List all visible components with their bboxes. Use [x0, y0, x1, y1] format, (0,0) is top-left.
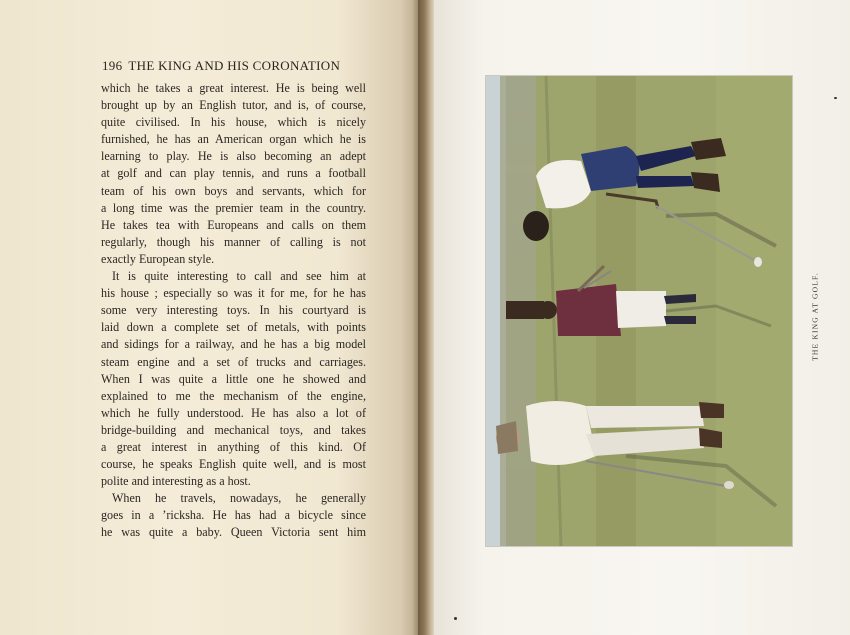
caddie-head: [539, 301, 557, 319]
caddie-white-shorts: [616, 291, 666, 328]
king-shoe: [691, 138, 726, 160]
text-line: he was quite a baby. Queen Victoria sent him: [101, 525, 366, 540]
text-line: When I was quite a little one he showed and: [101, 371, 366, 386]
text-line: explained to me the mechanism of the engine,: [101, 388, 366, 403]
text-line: at golf and can play tennis, and runs a football: [101, 166, 366, 181]
paper-speck: [834, 97, 837, 99]
text-line: a great interest in anything of this kind. Of: [101, 439, 366, 454]
plate-caption: [806, 262, 818, 372]
caddie-fez: [506, 301, 544, 319]
text-line: It is quite interesting to call and see him at: [112, 269, 366, 284]
paragraph-3: [101, 490, 366, 541]
text-line: goes in a ’ricksha. He has had a bicycle since: [101, 508, 366, 523]
paragraph-1: [101, 80, 366, 268]
body-text: [101, 80, 366, 542]
text-line: some very interesting toys. In his courtyard is: [101, 303, 366, 318]
text-line: exactly European style.: [101, 251, 215, 266]
running-header: [102, 58, 364, 74]
king-leg-lower: [636, 176, 694, 188]
text-line: team of his own boys and servants, which for: [101, 183, 366, 198]
text-line: bridge-building and mechanical toys, and takes: [101, 422, 366, 437]
text-line: a long time was the premier team in the country.: [101, 200, 366, 215]
text-line: regularly, though his manner of calling is not: [101, 234, 366, 249]
golfer-white-shirt: [526, 401, 596, 465]
golfer-cap: [496, 421, 518, 454]
golf-ball: [754, 257, 762, 267]
text-line: brought up by an English tutor, and is, of course,: [101, 98, 366, 113]
text-line: polite and interesting as a host.: [101, 474, 251, 489]
caddie-maroon-vest: [556, 284, 621, 336]
text-line: which he takes a great interest. He is being well: [101, 81, 366, 95]
paragraph-2: [101, 268, 366, 490]
king-blue-shorts: [581, 146, 639, 191]
page-number: 196: [102, 58, 123, 73]
text-line: course, he speaks English quite well, and is most: [101, 457, 366, 472]
text-line: steam engine and a set of trucks and carriages.: [101, 354, 366, 369]
king-head: [523, 211, 549, 241]
text-line: and sidings for a railway, and he has a big model: [101, 337, 366, 352]
plate-drawing: [486, 76, 792, 546]
caddie-leg: [664, 316, 696, 324]
running-title: THE KING AND HIS CORONATION: [128, 58, 341, 73]
text-line: He takes tea with Europeans and calls on them: [101, 217, 366, 232]
text-page: [0, 0, 422, 635]
golfer-club-head: [724, 481, 734, 489]
text-line: When he travels, nowadays, he generally: [112, 491, 366, 506]
text-line: laid down a complete set of metals, with points: [101, 320, 366, 335]
text-line: quite civilised. In his house, which is nicely: [101, 115, 366, 130]
text-line: furnished, he has an American organ which he is: [101, 132, 366, 147]
golfer-shoe: [699, 402, 724, 418]
golfer-trousers: [586, 406, 704, 428]
paper-speck: [454, 617, 457, 620]
text-line: which he fully understood. He has also a lot of: [101, 405, 366, 420]
text-line: his house ; especially so was it for me, for he has: [101, 286, 366, 301]
caption-text: THE KING AT GOLF.: [810, 272, 820, 361]
golf-plate-illustration: [486, 76, 792, 546]
text-line: learning to play. He is also becoming an adept: [101, 149, 366, 164]
